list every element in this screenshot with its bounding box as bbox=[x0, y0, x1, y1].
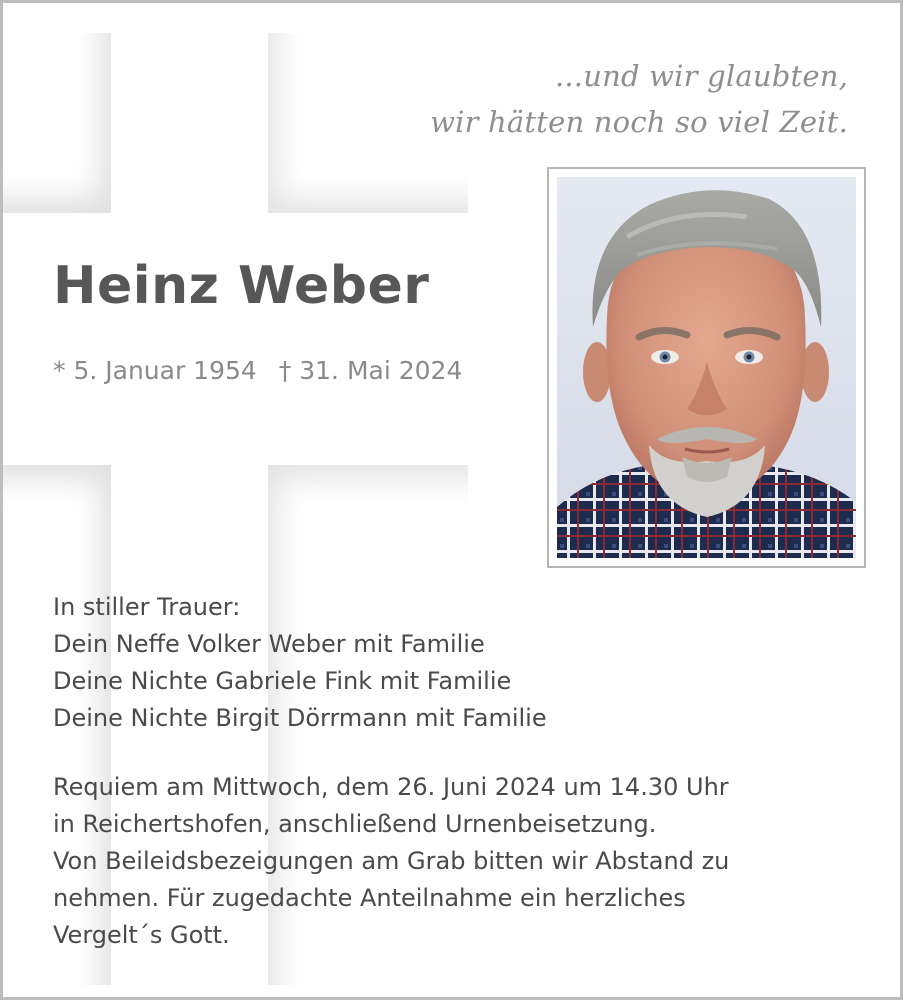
deceased-name: Heinz Weber bbox=[53, 256, 430, 316]
service-details bbox=[53, 769, 729, 954]
life-dates bbox=[53, 351, 462, 391]
memorial-quote bbox=[430, 53, 848, 145]
mourner-line: Deine Nichte Gabriele Fink mit Familie bbox=[53, 667, 512, 695]
portrait-photo bbox=[557, 177, 856, 558]
service-line: Von Beileidsbezeigungen am Grab bitten wir Abstand zu bbox=[53, 847, 730, 875]
mourners-heading: In stiller Trauer: bbox=[53, 593, 241, 621]
birth-date: * 5. Januar 1954 bbox=[53, 356, 257, 385]
service-line: nehmen. Für zugedachte Anteilnahme ein herzliches bbox=[53, 884, 686, 912]
service-line: in Reichertshofen, anschließend Urnenbeisetzung. bbox=[53, 810, 657, 838]
mourner-line: Dein Neffe Volker Weber mit Familie bbox=[53, 630, 485, 658]
service-line: Vergelt´s Gott. bbox=[53, 921, 230, 949]
mourners-list bbox=[53, 589, 547, 737]
service-line: Requiem am Mittwoch, dem 26. Juni 2024 um 14.30 Uhr bbox=[53, 773, 729, 801]
cross-shadow-top-left bbox=[0, 33, 111, 213]
mourner-line: Deine Nichte Birgit Dörrmann mit Familie bbox=[53, 704, 547, 732]
quote-line-2: wir hätten noch so viel Zeit. bbox=[430, 105, 848, 139]
portrait-frame bbox=[547, 167, 866, 568]
quote-line-1: ...und wir glaubten, bbox=[554, 59, 848, 93]
death-date: † 31. Mai 2024 bbox=[278, 356, 463, 385]
